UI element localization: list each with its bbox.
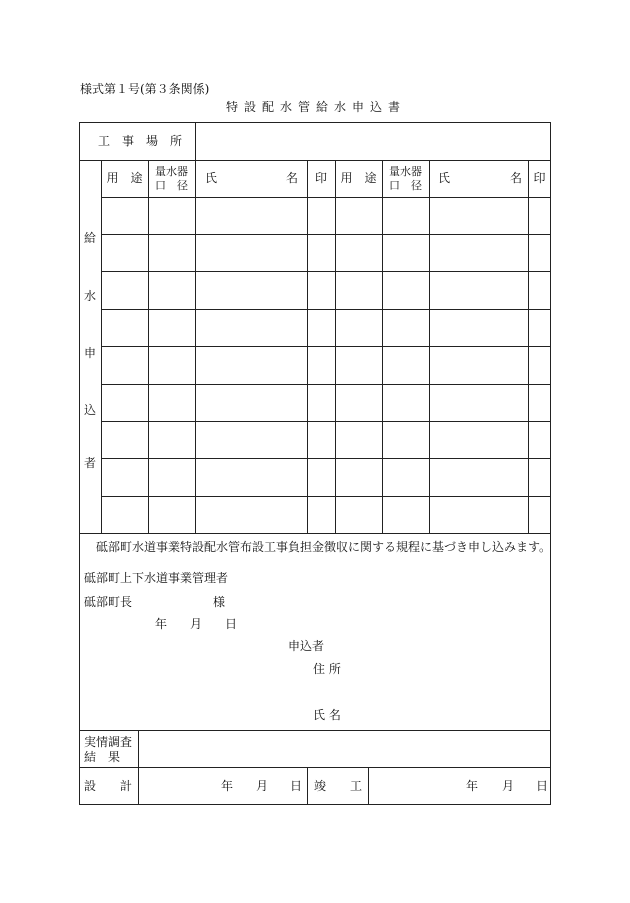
survey-divider (138, 730, 139, 805)
row-border (101, 384, 551, 385)
meter-header-line2: 口 径 (389, 179, 422, 192)
side-label-char: 申 (83, 346, 96, 360)
name-header-right: 名 (286, 171, 299, 185)
row-border (101, 496, 551, 497)
honorific: 様 (213, 595, 226, 609)
column-divider (335, 160, 336, 533)
row-border (101, 458, 551, 459)
design-label: 設 計 (84, 779, 133, 793)
design-month-label: 月 (256, 779, 269, 793)
meter-header-line1: 量水器 (155, 165, 188, 178)
column-divider (429, 160, 430, 533)
name-label: 氏 名 (313, 708, 341, 722)
side-label-divider (101, 160, 102, 533)
date-day-label: 日 (225, 617, 238, 631)
header-row-bottom-border (101, 197, 551, 198)
site-divider (195, 122, 196, 160)
date-year-label: 年 (155, 617, 168, 631)
side-label-char: 者 (83, 456, 96, 470)
addressee-line2: 砥部町長 (84, 595, 133, 609)
side-label-char: 水 (83, 289, 96, 303)
completion-month-label: 月 (502, 779, 515, 793)
application-statement: 砥部町水道事業特設配水管布設工事負担金徴収に関する規程に基づき申し込みます。 (96, 540, 552, 554)
completion-day-label: 日 (536, 779, 549, 793)
survey-bottom-border (79, 767, 551, 768)
completion-label-divider (368, 767, 369, 805)
name-header-right: 名 (510, 171, 523, 185)
side-label-char: 込 (83, 403, 96, 417)
statement-bottom-border (79, 730, 551, 731)
column-divider (307, 160, 308, 533)
survey-label-line2: 結 果 (84, 750, 121, 764)
meter-header-line2: 口 径 (155, 179, 188, 192)
design-year-label: 年 (221, 779, 234, 793)
row-border (101, 421, 551, 422)
row-border (101, 234, 551, 235)
name-header-left: 氏 (205, 171, 218, 185)
column-divider (528, 160, 529, 533)
applicant-label: 申込者 (288, 639, 325, 653)
address-label: 住 所 (313, 662, 341, 676)
row-border (101, 346, 551, 347)
applicants-bottom-border (79, 533, 551, 534)
use-header: 用 途 (340, 171, 377, 185)
seal-header: 印 (314, 171, 327, 185)
site-row-bottom-border (79, 160, 551, 161)
completion-label: 竣 工 (314, 779, 363, 793)
completion-year-label: 年 (466, 779, 479, 793)
application-form-table (79, 122, 551, 805)
column-divider (382, 160, 383, 533)
form-number-label: 様式第１号(第３条関係) (80, 82, 210, 96)
meter-header-line1: 量水器 (389, 165, 422, 178)
design-day-label: 日 (290, 779, 303, 793)
seal-header: 印 (533, 171, 546, 185)
date-month-label: 月 (190, 617, 203, 631)
column-divider (148, 160, 149, 533)
side-label-char: 給 (83, 231, 96, 245)
name-header-left: 氏 (438, 171, 451, 185)
row-border (101, 271, 551, 272)
document-title: 特設配水管給水申込書 (225, 100, 406, 114)
survey-label-line1: 実情調査 (84, 735, 133, 749)
row-border (101, 309, 551, 310)
use-header: 用 途 (106, 171, 143, 185)
design-completion-divider (307, 767, 308, 805)
construction-site-label: 工 事 場 所 (98, 134, 183, 148)
addressee-line1: 砥部町上下水道事業管理者 (84, 571, 229, 585)
column-divider (195, 160, 196, 533)
